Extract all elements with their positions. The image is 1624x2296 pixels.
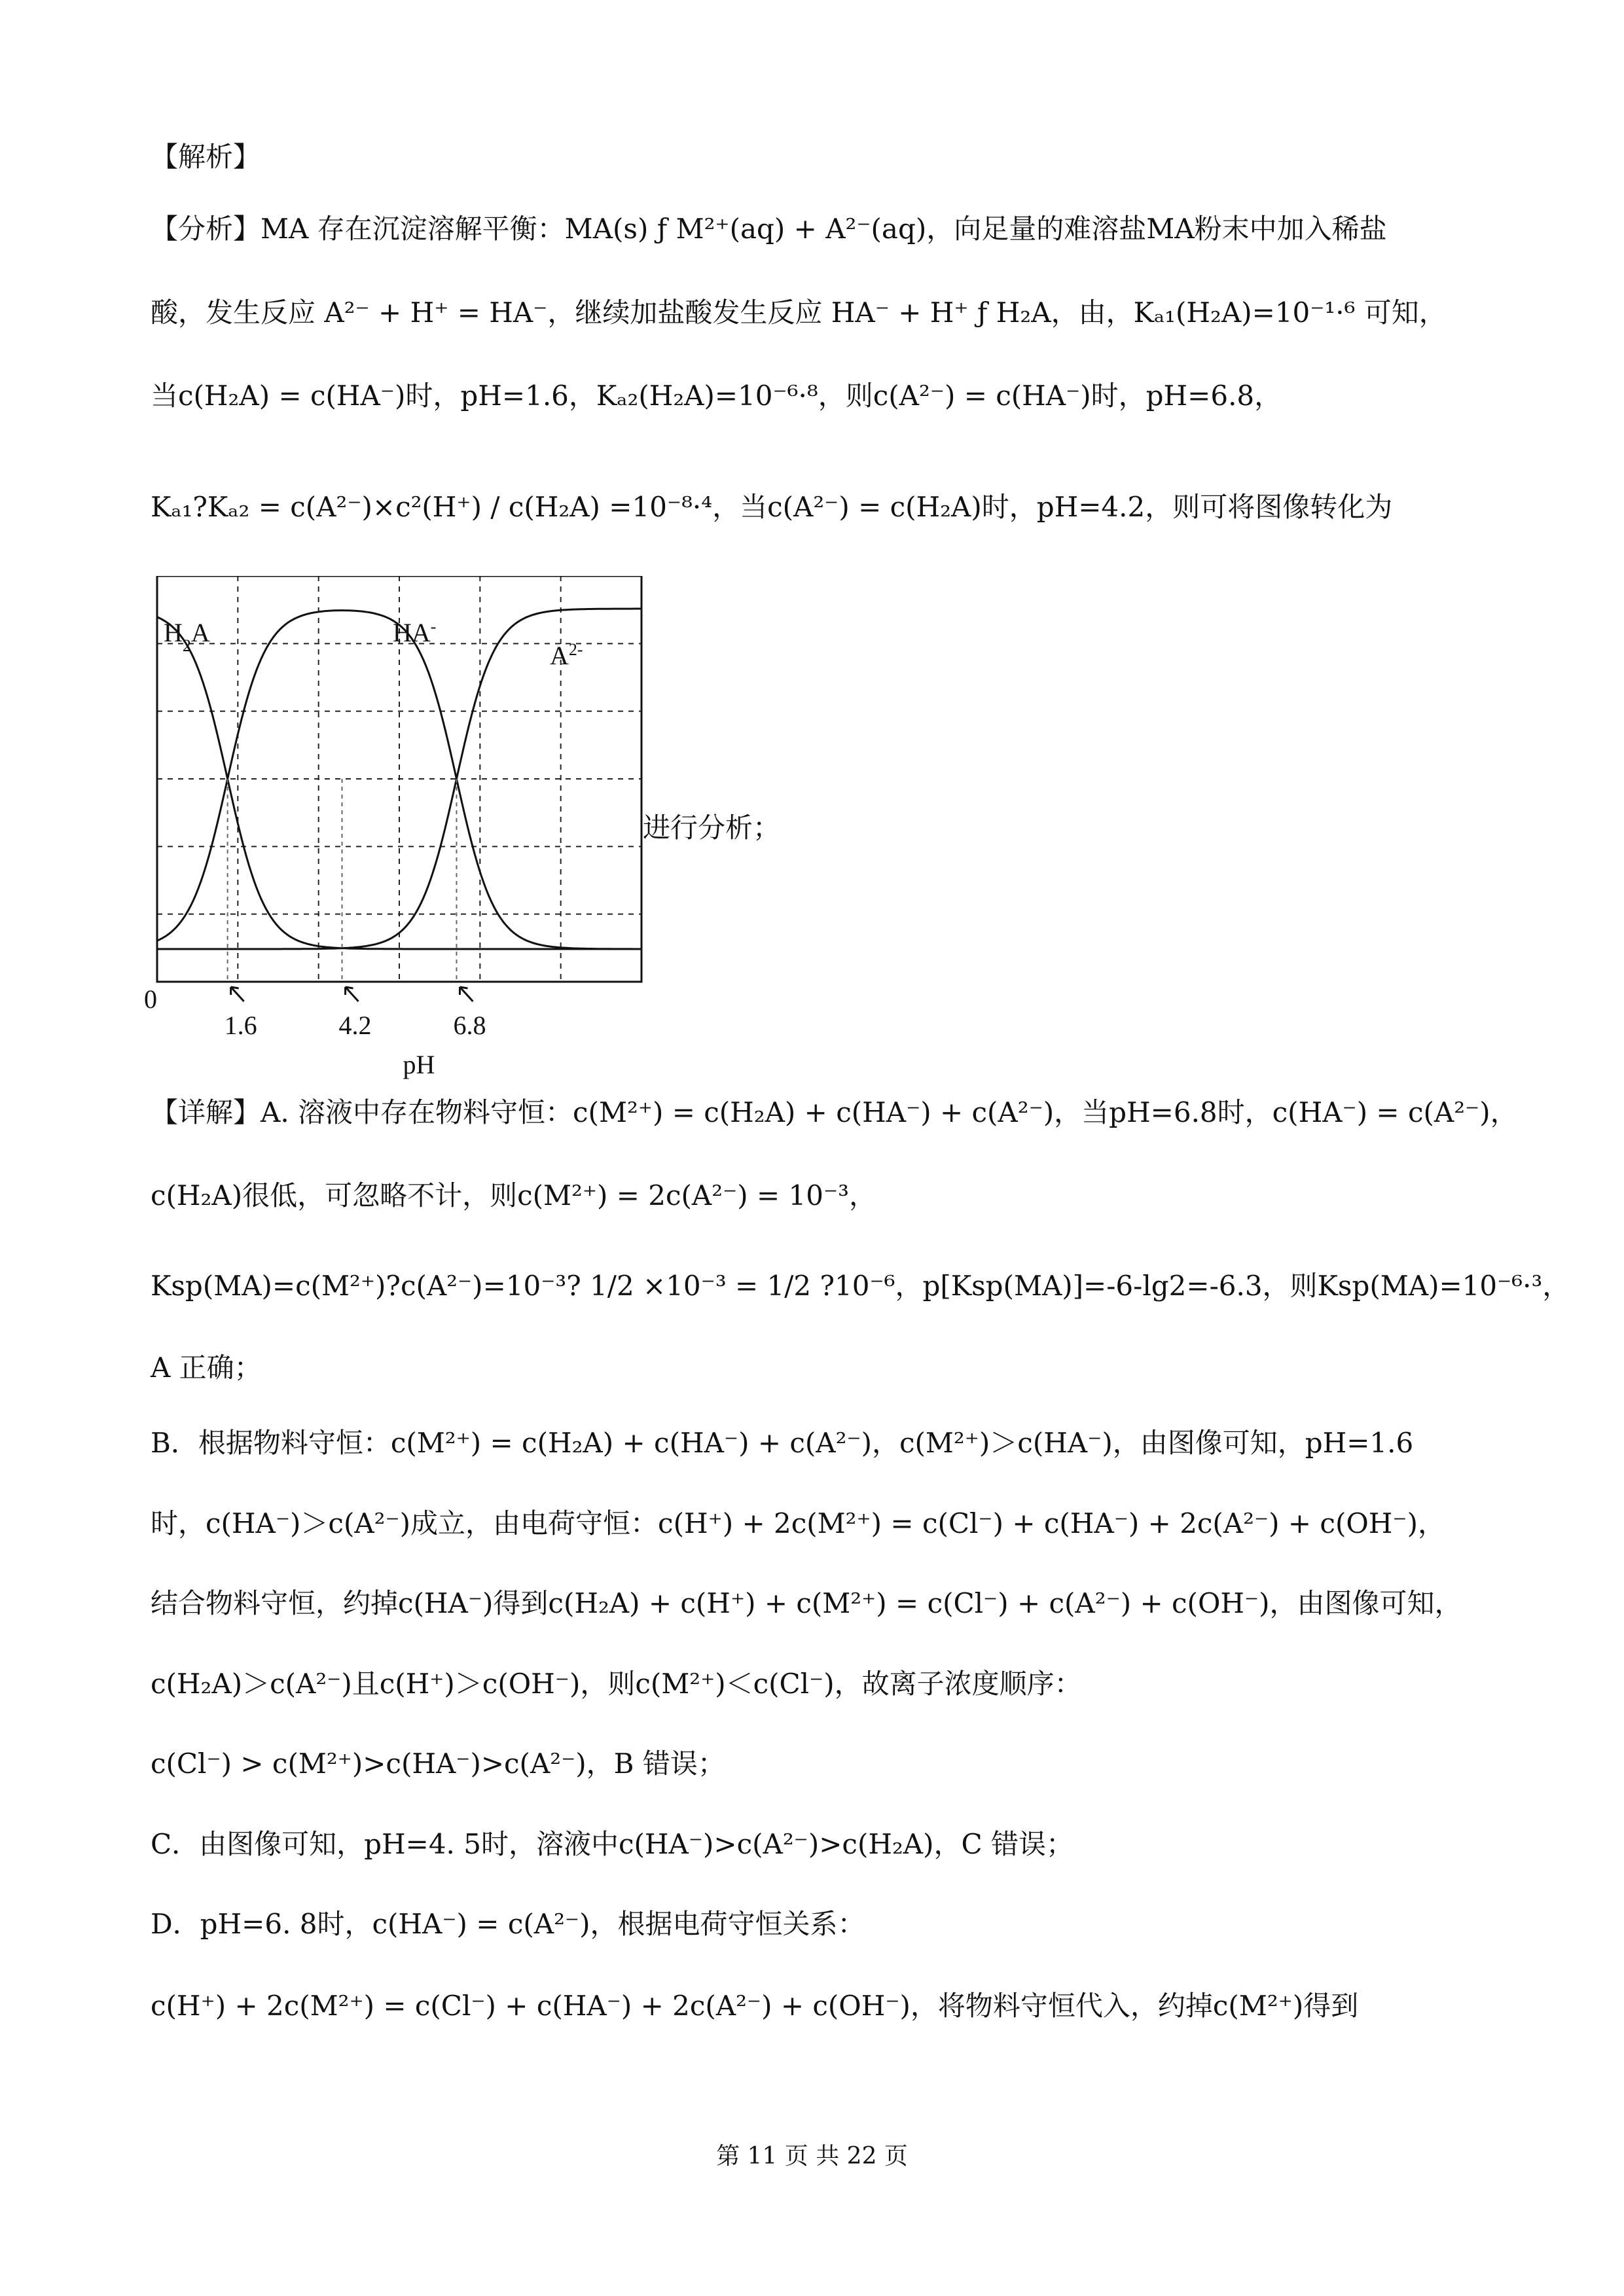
tick-arrow	[231, 987, 244, 1001]
x-axis-label: pH	[403, 1050, 435, 1079]
chart-labels	[144, 617, 583, 1080]
detail-line-12: c(H⁺) + 2c(M²⁺) = c(Cl⁻) + c(HA⁻) + 2c(A²⁻) + c(OH⁻)，将物料守恒代入，约掉c(M²⁺)得到	[151, 1990, 1359, 2022]
analysis-line-2: 酸，发生反应 A²⁻ + H⁺ = HA⁻，继续加盐酸发生反应 HA⁻ + H⁺ ƒ H₂A，由，Kₐ₁(H₂A)=10⁻¹·⁶ 可知，	[151, 296, 1447, 329]
chart-svg	[137, 576, 661, 1093]
detail-line-11: D．pH=6. 8时，c(HA⁻) = c(A²⁻)，根据电荷守恒关系：	[151, 1908, 865, 1940]
species-distribution-chart	[137, 576, 661, 1093]
series-label-ha: HA-	[393, 617, 437, 647]
chart-side-text: 进行分析；	[643, 812, 781, 844]
h2a-curve	[157, 617, 641, 949]
analysis-line-3: 当c(H₂A) = c(HA⁻)时，pH=1.6，Kₐ₂(H₂A)=10⁻⁶·⁸，则c(A²⁻) = c(HA⁻)时，pH=6.8，	[151, 380, 1282, 412]
x-tick-label: 6.8	[453, 1011, 486, 1040]
detail-line-5: B．根据物料守恒：c(M²⁺) = c(H₂A) + c(HA⁻) + c(A²⁻)，c(M²⁺)＞c(HA⁻)，由图像可知，pH=1.6	[151, 1427, 1414, 1459]
series-label-h2a: $H_2A$	[164, 618, 210, 655]
detail-line-1: 【详解】A. 溶液中存在物料守恒：c(M²⁺) = c(H₂A) + c(HA⁻) + c(A²⁻)，当pH=6.8时，c(HA⁻) = c(A²⁻)，	[151, 1096, 1518, 1128]
analysis-line-1: 【分析】MA 存在沉淀溶解平衡：MA(s) ƒ M²⁺(aq) + A²⁻(aq)，向足量的难溶盐MA粉末中加入稀盐	[151, 213, 1387, 245]
section-title: 【解析】	[151, 141, 261, 173]
detail-line-7: 结合物料守恒，约掉c(HA⁻)得到c(H₂A) + c(H⁺) + c(M²⁺) = c(Cl⁻) + c(A²⁻) + c(OH⁻)，由图像可知，	[151, 1587, 1462, 1619]
tick-arrow	[460, 987, 473, 1001]
page-footer: 第 11 页 共 22 页	[716, 2143, 908, 2170]
x-tick-label: 1.6	[224, 1011, 257, 1040]
x-tick-label: 4.2	[338, 1011, 372, 1040]
origin-label: 0	[144, 984, 157, 1014]
detail-line-2: c(H₂A)很低，可忽略不计，则c(M²⁺) = 2c(A²⁻) = 10⁻³，	[151, 1179, 876, 1211]
series-label-a2: $A^{2-}$	[550, 639, 583, 670]
tick-arrow	[346, 987, 359, 1001]
detail-line-10: C．由图像可知，pH=4. 5时，溶液中c(HA⁻)>c(A²⁻)>c(H₂A)，C 错误；	[151, 1828, 1074, 1860]
detail-line-3: Ksp(MA)=c(M²⁺)?c(A²⁻)=10⁻³? 1/2 ×10⁻³ = 1/2 ?10⁻⁶，p[Ksp(MA)]=-6-lg2=-6.3，则Ksp(MA)=10⁻⁶·³，	[151, 1270, 1570, 1302]
detail-line-8: c(H₂A)＞c(A²⁻)且c(H⁺)＞c(OH⁻)，则c(M²⁺)＜c(Cl⁻)，故离子浓度顺序：	[151, 1668, 1082, 1700]
analysis-line-4: Kₐ₁?Kₐ₂ = c(A²⁻)×c²(H⁺) / c(H₂A) =10⁻⁸·⁴，当c(A²⁻) = c(H₂A)时，pH=4.2，则可将图像转化为	[151, 491, 1393, 523]
detail-line-9: c(Cl⁻) > c(M²⁺)>c(HA⁻)>c(A²⁻)，B 错误；	[151, 1748, 725, 1780]
detail-line-6: 时，c(HA⁻)＞c(A²⁻)成立，由电荷守恒：c(H⁺) + 2c(M²⁺) = c(Cl⁻) + c(HA⁻) + 2c(A²⁻) + c(OH⁻)，	[151, 1507, 1445, 1539]
detail-line-4: A 正确；	[151, 1352, 262, 1384]
